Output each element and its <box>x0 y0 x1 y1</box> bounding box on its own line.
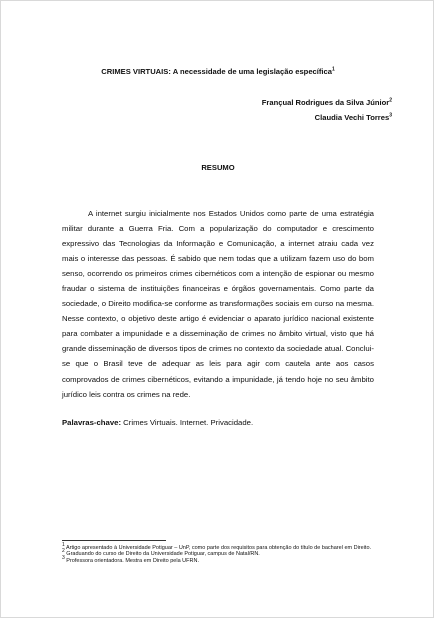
document-title <box>1 67 434 76</box>
footnote-2-text: Graduando do curso de Direito da Universidade Potiguar, campus de Natal/RN. <box>64 551 260 558</box>
title-text: CRIMES VIRTUAIS: A necessidade de uma legislação específica <box>101 67 332 76</box>
author-1 <box>262 98 392 107</box>
author-2 <box>315 113 392 122</box>
footnote-1-mark: 1 <box>62 542 65 549</box>
keywords-text: Crimes Virtuais. Internet. Privacidade. <box>121 418 254 427</box>
keywords-label: Palavras-chave: <box>62 418 122 427</box>
abstract-body: A internet surgiu inicialmente nos Estados Unidos como parte de uma estratégia militar durante a Guerra Fria. Com a popularização do computador e crescimento expressivo das Tecnologias da Informação e Comunicação, a internet atraiu cada vez mais o interesse das pessoas. É sabido que nem todas que a utilizam fazem uso do bom senso, ocorrendo os primeiros crimes cibernéticos com a intenção de espionar ou mesmo fraudar o sistema de instituições financeiras e órgãos governamentais. Como parte da sociedade, o Direito modifica-se conforme as transformações sociais em curso na mesma. Nesse contexto, o objetivo deste artigo é evidenciar o aparato jurídico nacional existente para combater a impunidade e a disseminação de crimes no âmbito virtual, visto que há grande disseminação de diversos tipos de crimes no contexto da sociedade atual. Conclui-se que o Brasil teve de adequar as leis para agir com cautela ante aos casos comprovados de crimes cibernéticos, evitando a impunidade, já tendo hoje no seu âmbito jurídico leis contra os crimes na rede. <box>62 209 374 399</box>
author-2-name: Claudia Vechi Torres <box>314 113 390 122</box>
footnote-separator <box>62 540 166 541</box>
keywords-line <box>62 418 374 427</box>
footnote-3-text: Professora orientadora. Mestra em Direito pela UFRN. <box>64 557 199 564</box>
footnote-2-mark: 2 <box>62 548 65 555</box>
abstract-heading: RESUMO <box>201 163 235 172</box>
footnotes <box>62 542 384 564</box>
footnote-1-text: Artigo apresentado à Universidade Potiguar – UnP, como parte dos requisitos para obtenção do título de bacharel em Direito. <box>64 545 372 551</box>
author-1-name: Françual Rodrigues da Silva Júnior <box>261 98 390 107</box>
footnote-3-mark: 3 <box>62 554 65 561</box>
title-footnote-mark: 1 <box>331 66 335 73</box>
author-2-footnote-mark: 3 <box>389 112 392 119</box>
author-1-footnote-mark: 2 <box>389 97 392 104</box>
